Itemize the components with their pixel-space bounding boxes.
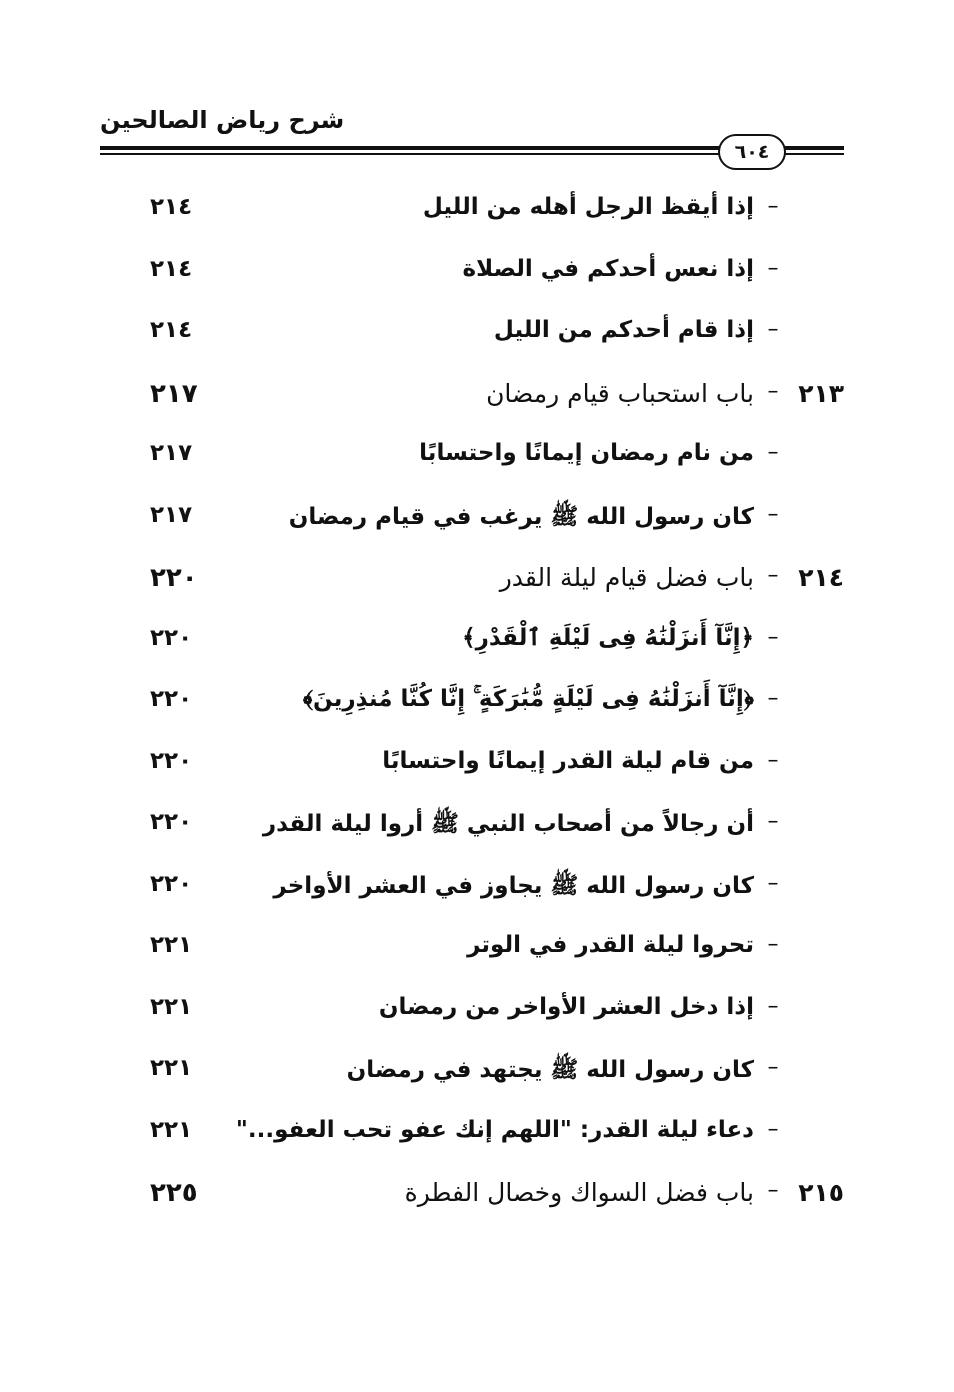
entry-page-number: ٢٢٠ xyxy=(150,563,198,593)
entry-dash: – xyxy=(767,563,779,588)
toc-entry-row xyxy=(150,918,844,980)
entry-dash: – xyxy=(767,993,779,1019)
entry-page-number: ٢٢٠ xyxy=(150,686,193,712)
toc-entry-row xyxy=(150,795,844,857)
entry-dash: – xyxy=(767,1055,779,1080)
entry-page-number: ٢٢٠ xyxy=(150,870,193,897)
entry-dash: – xyxy=(767,747,779,773)
entry-title: تحروا ليلة القدر في الوتر xyxy=(467,932,754,958)
entry-page-number: ٢١٧ xyxy=(150,378,198,409)
entry-dash: – xyxy=(767,932,779,957)
toc-chapter-row xyxy=(150,1164,844,1226)
entry-page-number: ٢٢٠ xyxy=(150,809,193,835)
entry-title: ﴿إِنَّآ أَنزَلْنَٰهُ فِى لَيْلَةٍ مُّبَٰرَكَةٍ ۚ إِنَّا كُنَّا مُنذِرِينَ﴾ xyxy=(302,686,754,712)
entry-dash: – xyxy=(767,870,779,896)
entry-dash: – xyxy=(767,501,779,527)
entry-dash: – xyxy=(767,255,779,281)
entry-title: باب فضل قيام ليلة القدر xyxy=(499,563,754,592)
book-title: شرح رياض الصالحين xyxy=(100,106,345,134)
entry-dash: – xyxy=(767,378,779,404)
entry-dash: – xyxy=(767,1116,779,1142)
chapter-number: ٢١٤ xyxy=(798,563,844,592)
entry-title: إذا قام أحدكم من الليل xyxy=(493,317,754,343)
toc-chapter-row xyxy=(150,365,844,427)
entry-title: كان رسول الله ﷺ يرغب في قيام رمضان xyxy=(288,503,754,530)
entry-title: من قام ليلة القدر إيمانًا واحتسابًا xyxy=(382,747,754,774)
entry-page-number: ٢٢٠ xyxy=(150,747,193,774)
toc-entry-row xyxy=(150,242,844,304)
entry-page-number: ٢٢١ xyxy=(150,1116,193,1143)
toc-chapter-row xyxy=(150,549,844,611)
toc-entry-row xyxy=(150,180,844,242)
entry-title: من نام رمضان إيمانًا واحتسابًا xyxy=(419,440,754,466)
entry-page-number: ٢٢١ xyxy=(150,932,193,958)
entry-title: دعاء ليلة القدر: "اللهم إنك عفو تحب العفو..." xyxy=(235,1116,754,1143)
entry-dash: – xyxy=(767,809,779,834)
entry-page-number: ٢٢٠ xyxy=(150,624,193,651)
page-header xyxy=(100,100,844,170)
toc-entry-row xyxy=(150,1103,844,1165)
entry-page-number: ٢٢١ xyxy=(150,1055,193,1081)
entry-title: ﴿إِنَّآ أَنزَلْنَٰهُ فِى لَيْلَةِ ٱلْقَدْرِ﴾ xyxy=(462,624,754,651)
table-of-contents xyxy=(150,180,844,1226)
entry-dash: – xyxy=(767,686,779,711)
entry-title: كان رسول الله ﷺ يجتهد في رمضان xyxy=(346,1057,754,1083)
toc-entry-row xyxy=(150,426,844,488)
page-number-badge: ٦٠٤ xyxy=(718,134,786,170)
entry-page-number: ٢١٤ xyxy=(150,317,193,343)
entry-page-number: ٢١٧ xyxy=(150,440,193,466)
toc-entry-row xyxy=(150,734,844,796)
toc-entry-row xyxy=(150,488,844,550)
entry-title: كان رسول الله ﷺ يجاوز في العشر الأواخر xyxy=(273,872,754,899)
entry-title: باب فضل السواك وخصال الفطرة xyxy=(404,1178,754,1207)
entry-dash: – xyxy=(767,194,779,219)
entry-title: إذا دخل العشر الأواخر من رمضان xyxy=(378,993,754,1020)
entry-title: إذا نعس أحدكم في الصلاة xyxy=(462,255,754,282)
chapter-number: ٢١٣ xyxy=(798,378,844,408)
entry-title: أن رجالاً من أصحاب النبي ﷺ أروا ليلة القدر xyxy=(262,811,754,837)
entry-page-number: ٢٢١ xyxy=(150,993,193,1020)
entry-dash: – xyxy=(767,317,779,342)
entry-dash: – xyxy=(767,624,779,650)
entry-page-number: ٢١٤ xyxy=(150,255,193,282)
toc-entry-row xyxy=(150,303,844,365)
entry-title: إذا أيقظ الرجل أهله من الليل xyxy=(422,194,754,220)
toc-entry-row xyxy=(150,980,844,1042)
entry-page-number: ٢١٧ xyxy=(150,501,193,528)
toc-entry-row xyxy=(150,611,844,673)
entry-dash: – xyxy=(767,440,779,465)
entry-title: باب استحباب قيام رمضان xyxy=(486,378,754,408)
entry-dash: – xyxy=(767,1178,779,1203)
chapter-number: ٢١٥ xyxy=(798,1178,844,1207)
toc-entry-row xyxy=(150,857,844,919)
entry-page-number: ٢٢٥ xyxy=(150,1178,198,1208)
toc-entry-row xyxy=(150,672,844,734)
toc-entry-row xyxy=(150,1041,844,1103)
entry-page-number: ٢١٤ xyxy=(150,194,193,220)
